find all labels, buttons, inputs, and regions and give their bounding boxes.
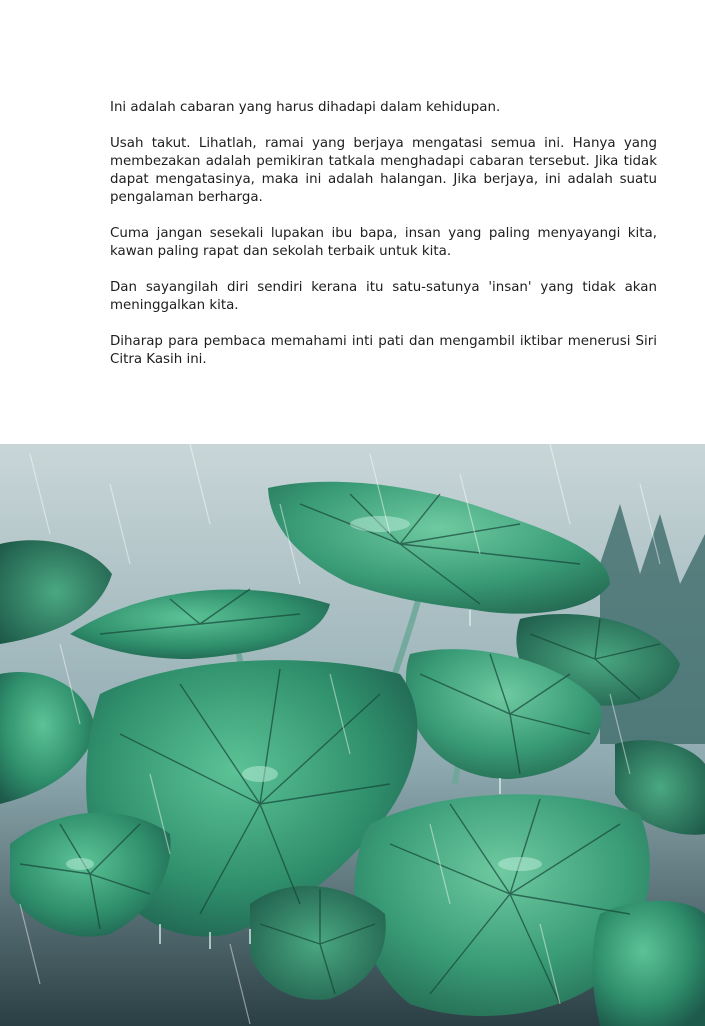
page-text (110, 99, 657, 387)
leaf-bottom-far-right (593, 901, 705, 1026)
paragraph-3: Cuma jangan sesekali lupakan ibu bapa, insan yang paling menyayangi kita, kawan paling rapat dan sekolah terbaik untuk kita. (110, 226, 657, 259)
paragraph-1: Ini adalah cabaran yang harus dihadapi dalam kehidupan. (110, 100, 501, 115)
rain-leaves-illustration (0, 444, 705, 1026)
paragraph-4: Dan sayangilah diri sendiri kerana itu satu-satunya 'insan' yang tidak akan meninggalkan kita. (110, 280, 657, 313)
leaves-painting (0, 444, 705, 1026)
paragraph-2: Usah takut. Lihatlah, ramai yang berjaya mengatasi semua ini. Hanya yang membezakan adalah pemikiran tatkala menghadapi cabaran tersebut. Jika tidak dapat mengatasinya, maka ini adalah halangan. Jika berjaya, ini adalah suatu pengalaman berharga. (110, 136, 657, 205)
paragraph-5: Diharap para pembaca memahami inti pati dan mengambil iktibar menerusi Siri Citra Kasih ini. (110, 334, 657, 367)
